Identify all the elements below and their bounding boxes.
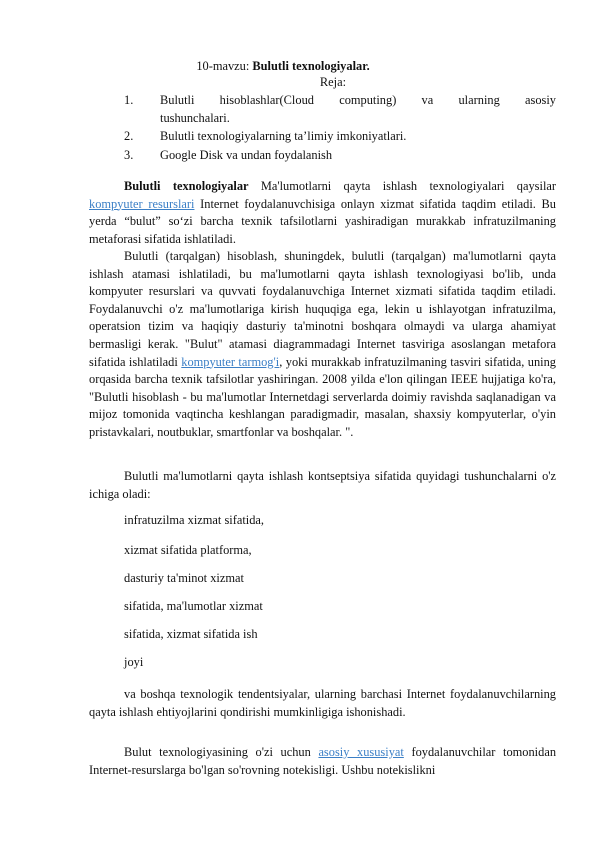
service-item: dasturiy ta'minot xizmat: [124, 571, 244, 585]
service-item: xizmat sifatida platforma,: [124, 543, 252, 557]
link-asosiy-xususiyat[interactable]: asosiy xususiyat: [318, 745, 404, 759]
service-item: infratuzilma xizmat sifatida,: [124, 513, 265, 527]
paragraph-trends: va boshqa texnologik tendentsiyalar, ularning barchasi Internet foydalanuvchilarning qayta ishlash ehtiyojlarini qondirishi mumkinligiga ishonishadi.: [89, 687, 556, 719]
link-kompyuter-tarmogi[interactable]: kompyuter tarmog'i: [181, 354, 280, 369]
service-item: sifatida, ma'lumotlar xizmat: [124, 599, 263, 613]
outline-text: Bulutli texnologiyalarning ta’limiy imkoniyatlari.: [160, 129, 407, 144]
link-kompyuter-resurslari[interactable]: kompyuter resurslari: [89, 196, 195, 211]
service-item: joyi: [124, 655, 144, 669]
paragraph-cloud-computing: Bulutli (tarqalgan) hisoblash, shuningdek, bulutli (tarqalgan) ma'lumotlarni qayta ishlash atamasi ishlatiladi, bu ma'lumotlarni qayta ishlash texnologiyasi bo'lib, unda kompyuter resurslari va quvvati foydalanuvchiga Internet xizmati sifatida taqdim etiladi. Foydalanuvchi o'z ma'lumotlariga kirish huquqiga ega, lekin u ishlayotgan infratuzilma, operatsion tizim va haqiqiy dasturiy ta'minotni boshqara olmaydi va ularga ahamiyat bermasligi kerak. "Bulut" atamasi diagrammadagi Internet tasviriga asoslangan metafora sifatida ishlatiladi kompyuter tarmog'i, yoki murakkab infratuzilmaning tasviri sifatida, uning orqasida barcha texnik tafsilotlar yashiringan. 2008 yilda e'lon qilingan IEEE hujjatiga ko'ra, "Bulutli hisoblash - bu ma'lumotlar Internetdagi serverlarda doimiy ravishda saqlanadigan va mijoz tomonida vaqtincha keshlangan paradigmadir, masalan, shaxsiy kompyuterlar, o'yin pristavkalari, noutbuklar, smartfonlar va boshqalar. ".: [89, 249, 556, 439]
outline-number: 2.: [124, 129, 134, 144]
paragraph-definition: Bulutli texnologiyalar Ma'lumotlarni qayta ishlash texnologiyalari qaysilar kompyuter resurslari Internet foydalanuvchisiga onlayn xizmat sifatida taqdim etiladi. Bu yerda “bulut” so‘zi barcha texnik tafsilotlarni yashiradigan murakkab infratuzilmaning metaforasi sifatida ishlatiladi.: [89, 179, 557, 246]
outline-text: Google Disk va undan foydalanish: [160, 147, 333, 162]
plan-label: Reja:: [319, 75, 347, 89]
paragraph-concepts-intro: Bulutli ma'lumotlarni qayta ishlash kontseptsiya sifatida quyidagi tushunchalarni o'z ichiga oladi:: [89, 469, 556, 501]
title-prefix: 10-mavzu:: [196, 59, 253, 73]
outline-item-1: [124, 92, 556, 127]
plan-heading: [0, 74, 596, 92]
outline-item-2: [124, 128, 556, 146]
outline-number: 1.: [124, 93, 134, 107]
plan-outline: [124, 92, 556, 165]
service-item: sifatida, xizmat sifatida ish: [124, 627, 258, 641]
outline-item-3: [124, 147, 556, 165]
outline-text-cont: tushunchalari.: [160, 110, 230, 125]
lecture-title: [0, 58, 596, 76]
outline-text: Bulutli hisoblashlar(Cloud computing) va ularning asosiy: [160, 93, 556, 107]
paragraph-key-feature: Bulut texnologiyasining o'zi uchun asosiy xususiyat foydalanuvchilar tomonidan Internet-resurslarga bo'lgan so'rovning notekisligi. Ushbu notekislikni: [89, 745, 557, 777]
outline-number: 3.: [124, 147, 134, 162]
title-topic: Bulutli texnologiyalar.: [252, 59, 370, 73]
term-bold: Bulutli texnologiyalar: [124, 179, 249, 193]
